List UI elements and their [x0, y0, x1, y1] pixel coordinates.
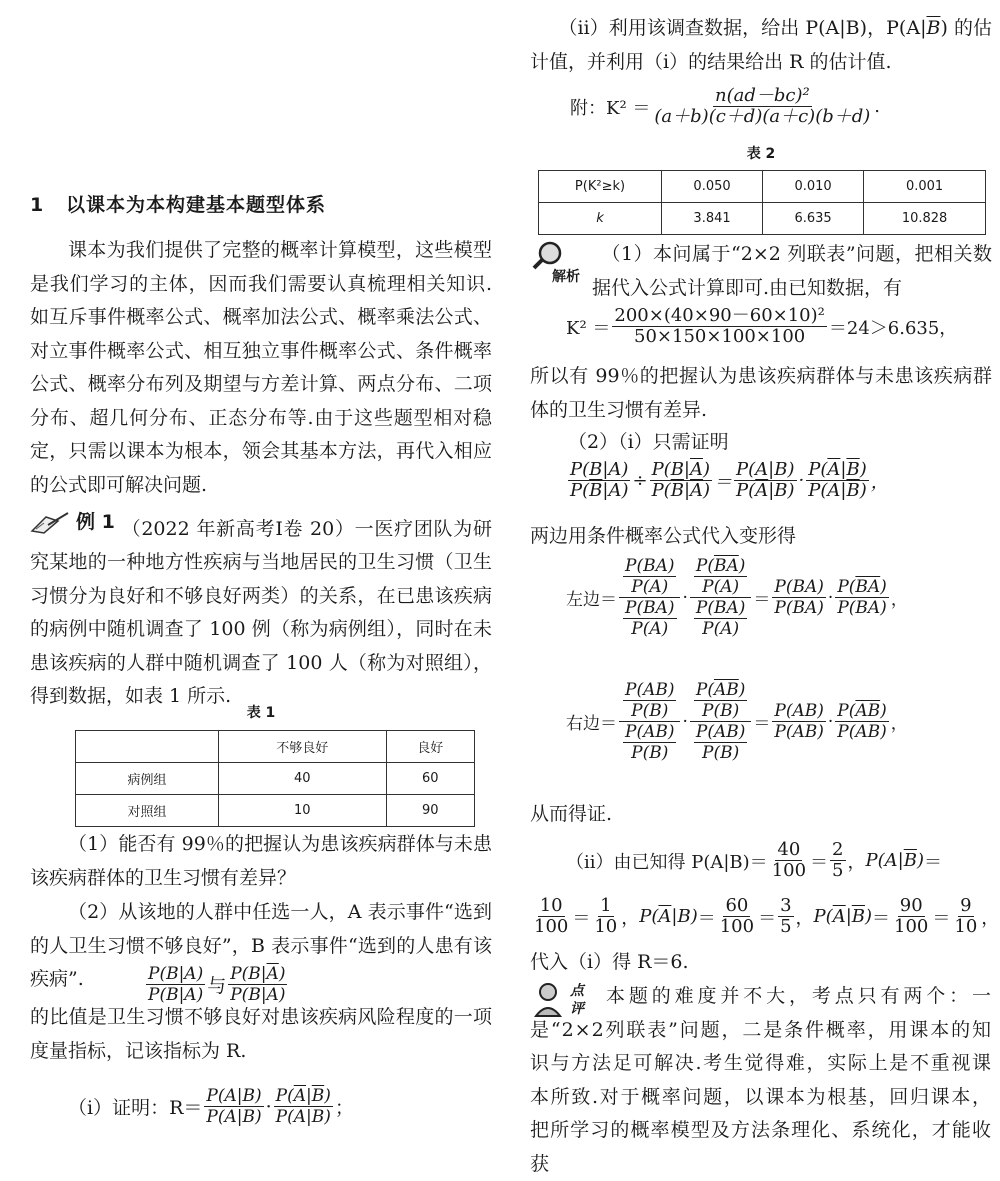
- solution-1-conclusion: 所以有 99％的把握认为患该疾病群体与未患该疾病群体的卫生习惯有差异.: [530, 365, 992, 421]
- left-side-derivation: 左边＝ $\frac{\frac{P(BA)}{P(A)}}{\frac{P(\overline{B}A)}{P(A)}}$ · $\frac{\frac{P(\overline{BA})}{P(\overline{A})}}{\frac{P(B\overline{A})}{P(\overline{A})}}$ ＝ $\frac{P(BA)}{P(\overline{B}A)}$ · $\frac{P(\overline{BA})}{P(B\overline{A})}$ ，: [566, 556, 908, 639]
- right-column: [530, 0, 1000, 1175]
- pen-book-icon: [30, 511, 72, 535]
- table-cell: 60: [386, 763, 474, 795]
- k2-result: ＝24＞6.635，: [828, 317, 958, 339]
- k2-numerator: 200×(40×90－60×10)²: [614, 305, 825, 326]
- table-row: [539, 171, 986, 203]
- jiexi-badge: [530, 240, 580, 285]
- table2-caption: 表 2: [746, 146, 776, 162]
- table-row: [76, 795, 475, 827]
- appendix-fraction: [652, 86, 872, 127]
- table-cell: P(K²≥k): [539, 171, 662, 203]
- appendix-denominator: (a＋b)(c＋d)(a＋c)(b＋d): [654, 106, 871, 127]
- k2-computation: [566, 306, 957, 347]
- proved-text: 从而得证.: [530, 803, 613, 825]
- jiexi-label: 解析: [552, 269, 580, 285]
- table-cell: 0.050: [662, 171, 763, 203]
- solution-2-ii-result: 代入（ⅰ）得 R＝6.: [530, 951, 689, 973]
- prove-label: （ⅰ）证明：R＝: [68, 1097, 203, 1119]
- table-cell: 40: [219, 763, 387, 795]
- table2: [538, 170, 986, 235]
- section-heading: [30, 190, 326, 217]
- question-2-ii-part-b: ) 的估计值，并利用（ⅰ）的结果给出 R 的估计值.: [530, 17, 993, 73]
- appendix-numerator: n(ad－bc)²: [714, 85, 810, 106]
- left-column: [30, 0, 492, 1154]
- example-paragraph: [30, 506, 492, 714]
- table-cell: 6.635: [763, 203, 864, 235]
- identity-line: $\frac{P(B|A)}{P(\overline{B}|A)}$ ÷ $\frac{P(B|\overline{A})}{P(\overline{B}|\overline{A})}$ ＝ $\frac{P(A|B)}{P(\overline{A}|B)}$ · $\frac{P(\overline{A}|\overline{B})}{P(A|\overline{B})}$ ，: [570, 459, 889, 501]
- left-side-label: 左边＝: [566, 590, 617, 610]
- ratio-connector: 与: [207, 975, 227, 997]
- solution-1: （1）本问属于“2×2 列联表”问题，把相关数据代入公式计算即可.由已知数据，有: [592, 243, 992, 299]
- table1: [75, 730, 475, 827]
- table-cell: [76, 731, 219, 763]
- table-row: [539, 203, 986, 235]
- k2-lhs: K² ＝: [566, 317, 611, 339]
- prove-line: （ⅰ）证明：R＝ $\frac{P(A|B)}{P(\overline{A}|B)}$ · $\frac{P(\overline{A}|\overline{B})}{P(A|\overline{B})}$ ；: [68, 1086, 354, 1127]
- solution-2-ii-line2: $\frac{10}{100}$ ＝ $\frac{1}{10}$ ， $P(\overline{A}|B)$ ＝ $\frac{60}{100}$ ＝ $\frac{3}{5}$ ， $P(\overline{A}|\overline{B})$ ＝ $\frac{90}{100}$ ＝ $\frac{9}{10}$ ，: [534, 895, 1000, 937]
- table-row: [76, 763, 475, 795]
- ratio-fraction-1: $\frac{P(B|A)}{P(\overline{B}|A)}$: [148, 964, 204, 1005]
- table-cell: 90: [386, 795, 474, 827]
- table-cell: 良好: [386, 731, 474, 763]
- prove-fraction-2: $\frac{P(\overline{A}|\overline{B})}{P(A|\overline{B})}$: [275, 1086, 331, 1127]
- appendix-label: 附：K² ＝: [570, 97, 651, 119]
- table-cell: 0.010: [763, 171, 864, 203]
- right-side-derivation: 右边＝ $\frac{\frac{P(AB)}{P(B)}}{\frac{P(\overline{A}B)}{P(B)}}$ · $\frac{\frac{P(\overline{AB})}{P(\overline{B})}}{\frac{P(A\overline{B})}{P(\overline{B})}}$ ＝ $\frac{P(AB)}{P(\overline{A}B)}$ · $\frac{P(\overline{AB})}{P(A\overline{B})}$ ，: [566, 680, 908, 763]
- ratio-line: [30, 964, 492, 1005]
- question-2-ii: （ⅱ）利用该调查数据，给出 P(A|B)，$P(A|\overline{B})$ 的估计值，并利用（ⅰ）的结果给出 R 的估计值.: [530, 17, 993, 73]
- table-cell: 不够良好: [219, 731, 387, 763]
- ratio-fraction-2: $\frac{P(B|\overline{A})}{P(\overline{B}|\overline{A})}$: [230, 964, 286, 1005]
- right-side-label: 右边＝: [566, 714, 617, 734]
- intro-paragraph: 课本为我们提供了完整的概率计算模型，这些模型是我们学习的主体，因而我们需要认真梳理相关知识.如互斥事件概率公式、概率加法公式、概率乘法公式、对立事件概率公式、相互独立事件概率公式、条件概率公式、概率分布列及期望与方差计算、两点分布、二项分布、超几何分布、正态分布等.由于这些题型相对稳定，只需以课本为根本，领会其基本方法，再代入相应的公式即可解决问题.: [30, 239, 492, 496]
- table-cell: 10.828: [864, 203, 986, 235]
- question-2-indicator: 的比值是卫生习惯不够良好对患该疾病风险程度的一项度量指标，记该指标为 R.: [30, 1006, 492, 1062]
- solution-2-i: （2）（ⅰ）只需证明: [568, 431, 729, 453]
- question-2-intro: （2）从该地的人群中任选一人，A 表示事件“选到的人卫生习惯不够良好”，B 表示事件“选到的人患有该疾病”.: [30, 901, 492, 990]
- example-badge: [30, 506, 115, 540]
- comment-paragraph: 本题的难度并不大，考点只有两个：一是“2×2列联表”问题，二是条件概率，用课本的知识与方法足可解决.考生觉得难，实际上是不重视课本所致.对于概率问题，以课本为根基，回归课本，把所学习的概率模型及方法条理化、系统化，才能收获: [530, 985, 992, 1175]
- table-row: [76, 731, 475, 763]
- table1-caption: 表 1: [246, 705, 276, 721]
- table-cell: k: [539, 203, 662, 235]
- table-cell: 0.001: [864, 171, 986, 203]
- example-text: （2022 年新高考Ⅰ卷 20）一医疗团队为研究某地的一种地方性疾病与当地居民的卫生习惯（卫生习惯分为良好和不够良好两类）的关系，在已患该疾病的病例中随机调查了 100 例（称为病例组），同时在未患该疾病的人群中随机调查了 100 人（称为对照组），得到数据，如表 1 所示.: [30, 517, 492, 708]
- solution-2-ii-text: （ⅱ）由已知得 P(A|B)＝: [566, 851, 768, 873]
- solution-2-ii-line1: （ⅱ）由已知得 P(A|B)＝ $\frac{40}{100}$ ＝ $\frac{2}{5}$ ， $P(A|\overline{B})$ ＝: [566, 839, 942, 881]
- section-number: 1: [30, 194, 45, 216]
- table-cell: 对照组: [76, 795, 219, 827]
- prove-fraction-1: $\frac{P(A|B)}{P(\overline{A}|B)}$: [206, 1086, 262, 1127]
- appendix-formula: 附：K² ＝ $\frac{\text{n(ad－bc)²}}{(a+b)(c+d)(a+c)(b+d)}$ .: [570, 85, 881, 127]
- table-cell: 病例组: [76, 763, 219, 795]
- question-1: （1）能否有 99％的把握认为患该疾病群体与未患该疾病群体的卫生习惯有差异？: [30, 833, 492, 889]
- section-title: 以课本为本构建基本题型体系: [66, 194, 327, 216]
- example-label: 例 1: [76, 511, 115, 533]
- k2-denominator: 50×150×100×100: [634, 326, 806, 347]
- dianping-label: 点评: [570, 983, 584, 1017]
- table-cell: 10: [219, 795, 387, 827]
- table-cell: 3.841: [662, 203, 763, 235]
- question-2-ii-part-a: （ⅱ）利用该调查数据，给出 P(A|B)，P(A|: [558, 17, 927, 39]
- solution-2-substitute: 两边用条件概率公式代入变形得: [530, 525, 797, 547]
- k2-fraction: [612, 306, 826, 347]
